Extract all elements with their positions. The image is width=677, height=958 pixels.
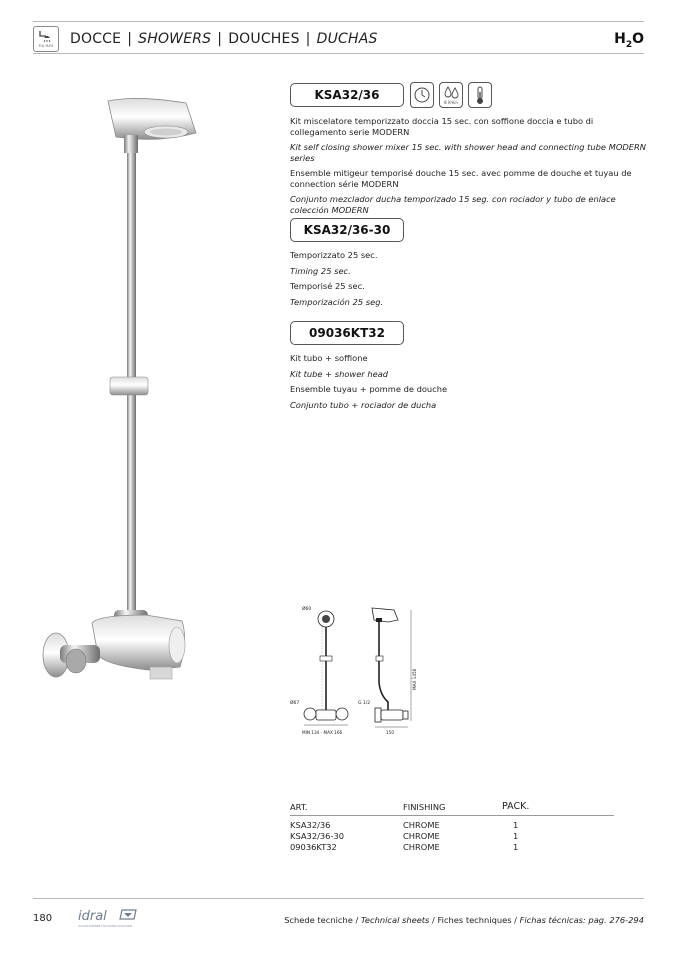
section-it: DOCCE — [70, 31, 122, 47]
header-bottom-rule — [33, 53, 644, 54]
shower-category-icon — [33, 26, 59, 52]
product-description-ksa32-36-30 — [290, 250, 650, 312]
desc-it: Kit tubo + soffione — [290, 353, 368, 363]
header-top-rule — [33, 21, 644, 22]
dim-height: MAX 1450 — [412, 668, 417, 690]
desc-it: Kit miscelatore temporizzato doccia 15 sec. con soffione doccia e tubo di collegamento serie MODERN — [290, 116, 594, 137]
idral-logo — [78, 907, 144, 929]
dim-connection: G 1/2 — [358, 701, 371, 706]
desc-es: Conjunto mezclador ducha temporizado 15 seg. con rociador y tubo de enlace colección MODERN — [290, 194, 616, 215]
table-row: KSA32/36 CHROME 1 — [290, 820, 519, 830]
desc-en: Timing 25 sec. — [290, 265, 351, 276]
desc-it: Temporizzato 25 sec. — [290, 250, 378, 260]
section-en: SHOWERS — [138, 31, 212, 47]
product-code-09036kt32: 09036KT32 — [290, 321, 404, 345]
desc-fr: Ensemble tuyau + pomme de douche — [290, 384, 448, 394]
product-description-ksa32-36 — [290, 116, 650, 220]
page-number: 180 — [33, 913, 53, 924]
timer-icon — [410, 82, 434, 108]
desc-en: Kit self closing shower mixer 15 sec. with shower head and connecting tube MODERN series — [290, 142, 646, 163]
product-code-ksa32-36-30: KSA32/36-30 — [290, 218, 404, 242]
desc-fr: Temporisé 25 sec. — [290, 281, 365, 291]
desc-es: Conjunto tubo + rociador de ducha — [290, 399, 437, 410]
footer-rule — [33, 898, 644, 899]
section-es: DUCHAS — [316, 31, 378, 47]
col-header-art: ART. — [290, 802, 308, 812]
h2o-mark: $H_2O$ — [614, 31, 644, 50]
table-row: KSA32/36-30 CHROME 1 — [290, 831, 519, 841]
technical-drawing — [284, 600, 424, 740]
desc-en: Kit tube + shower head — [290, 368, 389, 379]
dim-head-diameter: Ø60 — [302, 607, 312, 612]
table-row: 09036KT32 CHROME 1 — [290, 842, 519, 852]
flow-rate-label: 8 l/min — [444, 100, 458, 105]
dim-wall-diameter: Ø67 — [290, 701, 300, 706]
thermometer-icon — [468, 82, 492, 108]
product-code-ksa32-36: KSA32/36 — [290, 83, 404, 107]
icon-caption: FUL FLEX — [38, 44, 54, 48]
table-header-rule — [290, 815, 614, 816]
desc-es: Temporización 25 seg. — [290, 296, 384, 307]
page-title: DOCCE | SHOWERS | DOUCHES | DUCHAS — [70, 31, 378, 47]
svg-text:idral: idral — [78, 909, 107, 924]
product-description-09036kt32 — [290, 353, 650, 415]
dim-span: MIN 134 - MAX 166 — [302, 730, 343, 735]
technical-sheets-reference: Schede tecniche / Technical sheets / Fiches techniques / Fichas técnicas: pag. 276-294 — [284, 915, 644, 925]
dim-depth: 150 — [386, 730, 394, 735]
section-fr: DOUCHES — [228, 31, 300, 47]
col-header-pack: PACK. — [502, 801, 530, 812]
svg-text:ITALIAN PARTNER FOR WATER SOLU: ITALIAN PARTNER FOR WATER SOLUTIONS — [78, 925, 133, 928]
product-photo — [36, 95, 206, 695]
flow-rate-icon — [439, 82, 463, 108]
desc-fr: Ensemble mitigeur temporisé douche 15 sec. avec pomme de douche et tuyau de connection série MODERN — [290, 168, 632, 189]
col-header-finishing: FINISHING — [403, 802, 446, 812]
